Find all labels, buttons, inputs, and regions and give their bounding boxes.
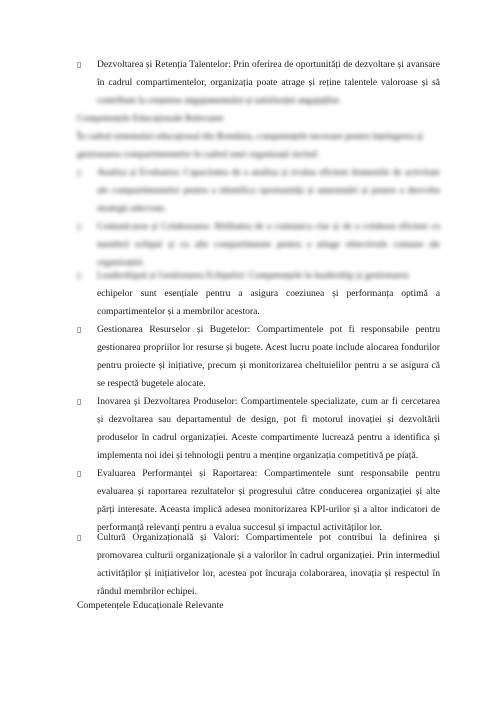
list-item-text: Leadershipul și Gestionarea Echipelor: Competențele în leadership și gestionarea [97, 270, 409, 281]
list-item-blurred [77, 267, 440, 285]
list-item-text: Cultură Organizațională și Valori: Compartimentele pot contribui la definirea și promovarea culturii organizaționale și a valorilor în cadrul organizației. Prin intermediul activităților și inițiativelor lor, acestea pot încuraja colaborarea, inovația și respectul în rândul membrilor echipei. [97, 532, 440, 597]
blur-overlay [90, 92, 450, 110]
bullet-icon: ▯ [77, 325, 82, 334]
section-heading: Competențele Educaționale Relevante [77, 600, 224, 611]
list-item-blurred [77, 218, 440, 272]
list-item-text: Dezvoltarea și Retenția Talentelor: Prin oferirea de oportunități de dezvoltare și avansare în cadrul compartimentelor, organizația poate atrage și reține talentele valoroase și să contribuie la creșterea angajamentului și satisfacției angajaților. [97, 59, 440, 106]
list-item-blurred [77, 164, 440, 218]
bullet-icon: ▯ [77, 469, 82, 478]
list-item-text: Inovarea și Dezvoltarea Produselor: Compartimentele specializate, cum ar fi cercetarea și dezvoltarea sau departamentul de design, pot fi motorul inovației și dezvoltării produselor în cadrul organizației. Aceste compartimente lucrează pentru a identifica și implementa noi idei și tehnologii pentru a menține organizația competitivă pe piață. [97, 396, 440, 461]
bullet-icon: ▯ [77, 397, 82, 406]
list-item-text: Evaluarea Performanței și Raportarea: Compartimentele sunt responsabile pentru evaluarea și raportarea rezultatelor și progresului către conducerea organizației și alte părți interesate. Aceasta implică adesea monitorizarea KPI-urilor și a altor indicatori de performanță relevanți pentru a evalua succesul și impactul activităților lor. [97, 468, 440, 533]
list-item-text: Gestionarea Resurselor și Bugetelor: Compartimentele pot fi responsabile pentru gestionarea propriilor lor resurse și bugete. Acest lucru poate include alocarea fondurilor pentru proiecte și inițiative, precum și monitorizarea cheltuielilor pentru a se asigura că se respectă bugetele alocate. [97, 324, 440, 389]
list-item [77, 321, 440, 393]
bullet-icon: ▯ [77, 222, 82, 231]
list-item-continuation: echipelor sunt esențiale pentru a asigura coeziunea și performanța optimă a compartimentelor și a membrilor acestora. [97, 288, 440, 317]
section-heading-blurred: Competențele Educaționale Relevante [77, 113, 224, 124]
list-item [77, 393, 440, 465]
bullet-icon: ▯ [77, 168, 82, 177]
list-item [77, 529, 440, 601]
list-item [77, 465, 440, 537]
bullet-icon: ▯ [77, 271, 82, 280]
list-item-text: Analiza și Evaluarea: Capacitatea de a analiza și evalua eficient domeniile de activitate ale compartimentelor pentru a identifica oportunități și amenințări și pentru a dezvolta strategii adecvate. [97, 167, 440, 214]
list-item-text: Comunicarea și Colaborarea: Abilitatea de a comunica clar și de a colabora eficient cu membrii echipei și cu alte compartimente pentru a atinge obiectivele comune ale organizației. [97, 221, 440, 268]
bullet-icon: ▯ [77, 533, 82, 542]
intro-paragraph-blurred: În cadrul sistemului educațional din România, competențele necesare pentru înțelegerea și gestionarea compartimentelor în cadrul unei organizații includ: [77, 131, 424, 160]
bullet-icon: ▯ [77, 60, 82, 69]
